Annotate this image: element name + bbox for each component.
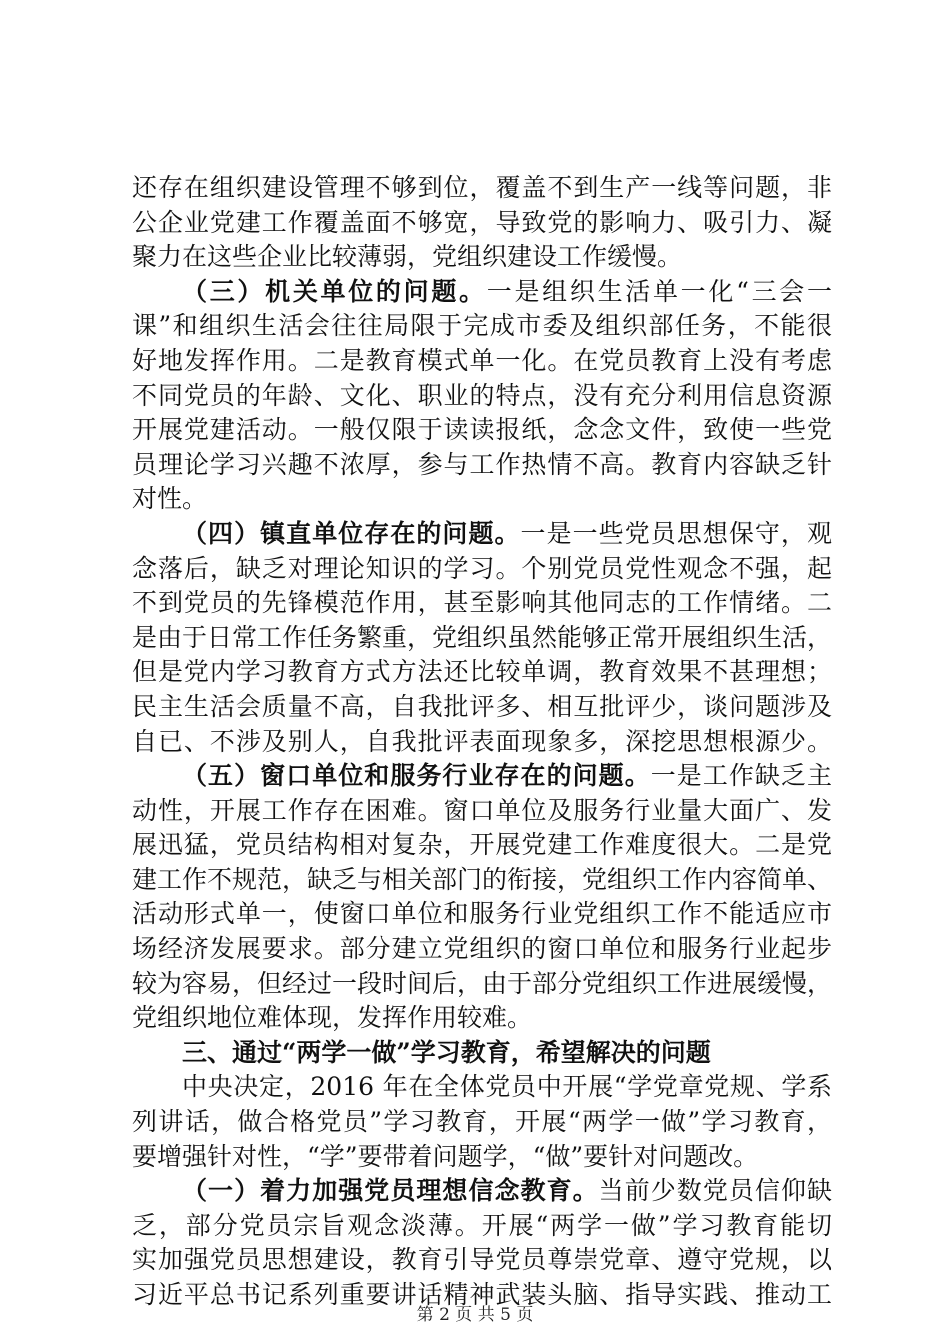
text-run: 对性。 [132,484,208,514]
text-line [132,1243,832,1278]
text-run: 建工作不规范，缺乏与相关部门的衔接，党组织工作内容简单、 [132,864,833,894]
text-run: 一是组织生活单一化“三会一 [486,276,832,306]
text-line [132,1105,832,1140]
text-line [132,448,832,483]
text-run: 好地发挥作用。二是教育模式单一化。在党员教育上没有考虑 [132,345,832,375]
text-line [132,171,832,206]
text-line [132,1070,832,1105]
text-line [132,240,832,275]
text-run: 活动形式单一，使窗口单位和服务行业党组织工作不能适应市 [132,899,832,929]
text-line [132,309,832,344]
page-footer: 第 2 页 共 5 页 [416,1305,534,1325]
text-line [132,413,832,448]
text-run: 中央决定，2016 年在全体党员中开展“学党章党规、学系 [182,1072,832,1102]
text-line [132,759,832,794]
text-run: 不到党员的先锋模范作用，甚至影响其他同志的工作情绪。二 [132,588,832,618]
text-run: 不同党员的年龄、文化、职业的特点，没有充分利用信息资源 [132,380,832,410]
text-run: 但是党内学习教育方式方法还比较单调，教育效果不甚理想； [132,657,832,687]
text-run: 当前少数党员信仰缺 [598,1176,832,1206]
text-run: 要增强针对性，“学”要带着问题学，“做”要针对问题改。 [132,1141,759,1171]
heading-run: 三、通过“两学一做”学习教育，希望解决的问题 [182,1037,711,1067]
text-run: 展迅猛，党员结构相对复杂，开展党建工作难度很大。二是党 [132,830,832,860]
text-line [132,1001,832,1036]
text-line [132,1036,832,1071]
text-line [132,828,832,863]
text-run: 习近平总书记系列重要讲话精神武装头脑、指导实践、推动工 [132,1280,832,1309]
text-run: 聚力在这些企业比较薄弱，党组织建设工作缓慢。 [132,242,683,272]
text-run: 员理论学习兴趣不浓厚，参与工作热情不高。教育内容缺乏针 [132,449,832,479]
text-line [132,586,832,621]
text-run: 自已、不涉及别人，自我批评表面现象多，深挖思想根源少。 [132,726,832,756]
text-run: 开展党建活动。一般仅限于读读报纸，念念文件，致使一些党 [132,415,832,445]
text-run: 党组织地位难体现，发挥作用较难。 [132,1003,533,1033]
text-line [132,275,832,310]
text-run: 公企业党建工作覆盖面不够宽，导致党的影响力、吸引力、凝 [132,207,832,237]
text-line [132,967,832,1002]
body-text [132,171,832,1313]
text-run: 民主生活会质量不高，自我批评多、相互批评少，谈问题涉及 [132,691,832,721]
text-line [132,1174,832,1209]
text-run: 课”和组织生活会往往局限于完成市委及组织部任务，不能很 [132,311,832,341]
text-line [132,482,832,517]
text-line [132,1209,832,1244]
text-line [132,517,832,552]
text-line [132,863,832,898]
text-line [132,690,832,725]
text-line [132,621,832,656]
text-line [132,206,832,241]
text-run: 乏，部分党员宗旨观念淡薄。开展“两学一做”学习教育能切 [132,1210,832,1240]
heading-run: （五）窗口单位和服务行业存在的问题。 [182,761,651,791]
text-line [132,552,832,587]
text-line [132,725,832,760]
heading-run: （三）机关单位的问题。 [182,276,487,306]
text-run: 动性，开展工作存在困难。窗口单位及服务行业量大面广、发 [132,795,832,825]
text-line [132,1140,832,1175]
text-line [132,897,832,932]
text-line [132,344,832,379]
text-line [132,379,832,414]
text-line [132,655,832,690]
text-line [132,932,832,967]
heading-run: （一）着力加强党员理想信念教育。 [182,1176,599,1206]
text-run: 是由于日常工作任务繁重，党组织虽然能够正常开展组织生活， [132,622,833,652]
text-run: 较为容易，但经过一段时间后，由于部分党组织工作进展缓慢， [132,968,833,998]
text-run: 还存在组织建设管理不够到位，覆盖不到生产一线等问题，非 [132,173,832,202]
text-line [132,794,832,829]
heading-run: （四）镇直单位存在的问题。 [182,518,521,548]
text-run: 列讲话，做合格党员”学习教育，开展“两学一做”学习教育， [132,1107,832,1137]
text-run: 一是工作缺乏主 [650,761,832,791]
text-run: 念落后，缺乏对理论知识的学习。个别党员党性观念不强，起 [132,553,832,583]
text-run: 一是一些党员思想保守，观 [520,518,832,548]
text-run: 实加强党员思想建设，教育引导党员尊崇党章、遵守党规，以 [132,1245,832,1275]
text-run: 场经济发展要求。部分建立党组织的窗口单位和服务行业起步 [132,934,832,964]
